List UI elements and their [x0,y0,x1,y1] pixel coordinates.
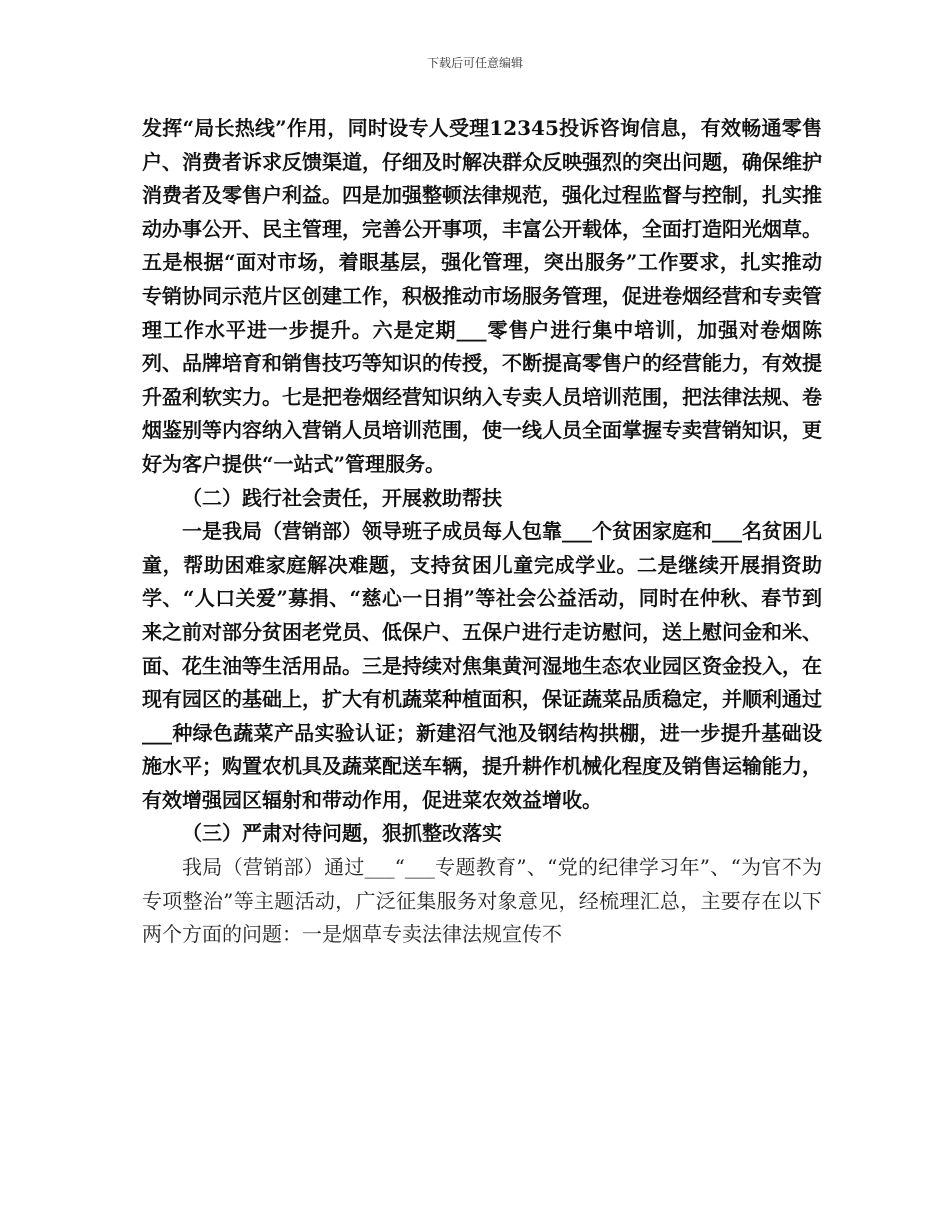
paragraph-section-3: 我局（营销部）通过___“___专题教育”、“党的纪律学习年”、“为官不为专项整治”等主题活动，广泛征集服务对象意见，经梳理汇总，主要存在以下两个方面的问题：一是烟草专卖法律法规宣传不 [142,855,822,947]
section-heading-3: （三）严肃对待问题，狠抓整改落实 [182,821,502,846]
section-heading-2: （二）践行社会责任，开展救助帮扶 [182,485,502,510]
paragraph-section-2: 一是我局（营销部）领导班子成员每人包靠___个贫困家庭和___名贫困儿童，帮助困难家庭解决难题，支持贫困儿童完成学业。二是继续开展捐资助学、“人口关爱”募捐、“慈心一日捐”等社会公益活动，同时在仲秋、春节到来之前对部分贫困老党员、低保户、五保户进行走访慰问，送上慰问金和米、面、花生油等生活用品。三是持续对焦集黄河湿地生态农业园区资金投入，在现有园区的基础上，扩大有机蔬菜种植面积，保证蔬菜品质稳定，并顺利通过___种绿色蔬菜产品实验认证；新建沼气池及钢结构拱棚，进一步提升基础设施水平；购置农机具及蔬菜配送车辆，提升耕作机械化程度及销售运输能力，有效增强园区辐射和带动作用，促进菜农效益增收。 [142,519,822,812]
document-body [142,112,822,952]
paragraph-continuation: 发挥“局长热线”作用，同时设专人受理12345投诉咨询信息，有效畅通零售户、消费者诉求反馈渠道，仔细及时解决群众反映强烈的突出问题，确保维护消费者及零售户利益。四是加强整顿法律规范，强化过程监督与控制，扎实推动办事公开、民主管理，完善公开事项，丰富公开载体，全面打造阳光烟草。五是根据“面对市场，着眼基层，强化管理，突出服务”工作要求，扎实推动专销协同示范片区创建工作，积极推动市场服务管理，促进卷烟经营和专卖管理工作水平进一步提升。六是定期___零售户进行集中培训，加强对卷烟陈列、品牌培育和销售技巧等知识的传授，不断提高零售户的经营能力，有效提升盈利软实力。七是把卷烟经营知识纳入专卖人员培训范围，把法律法规、卷烟鉴别等内容纳入营销人员培训范围，使一线人员全面掌握专卖营销知识，更好为客户提供“一站式”管理服务。 [142,116,822,476]
page-header-note: 下载后可任意编辑 [426,56,523,70]
